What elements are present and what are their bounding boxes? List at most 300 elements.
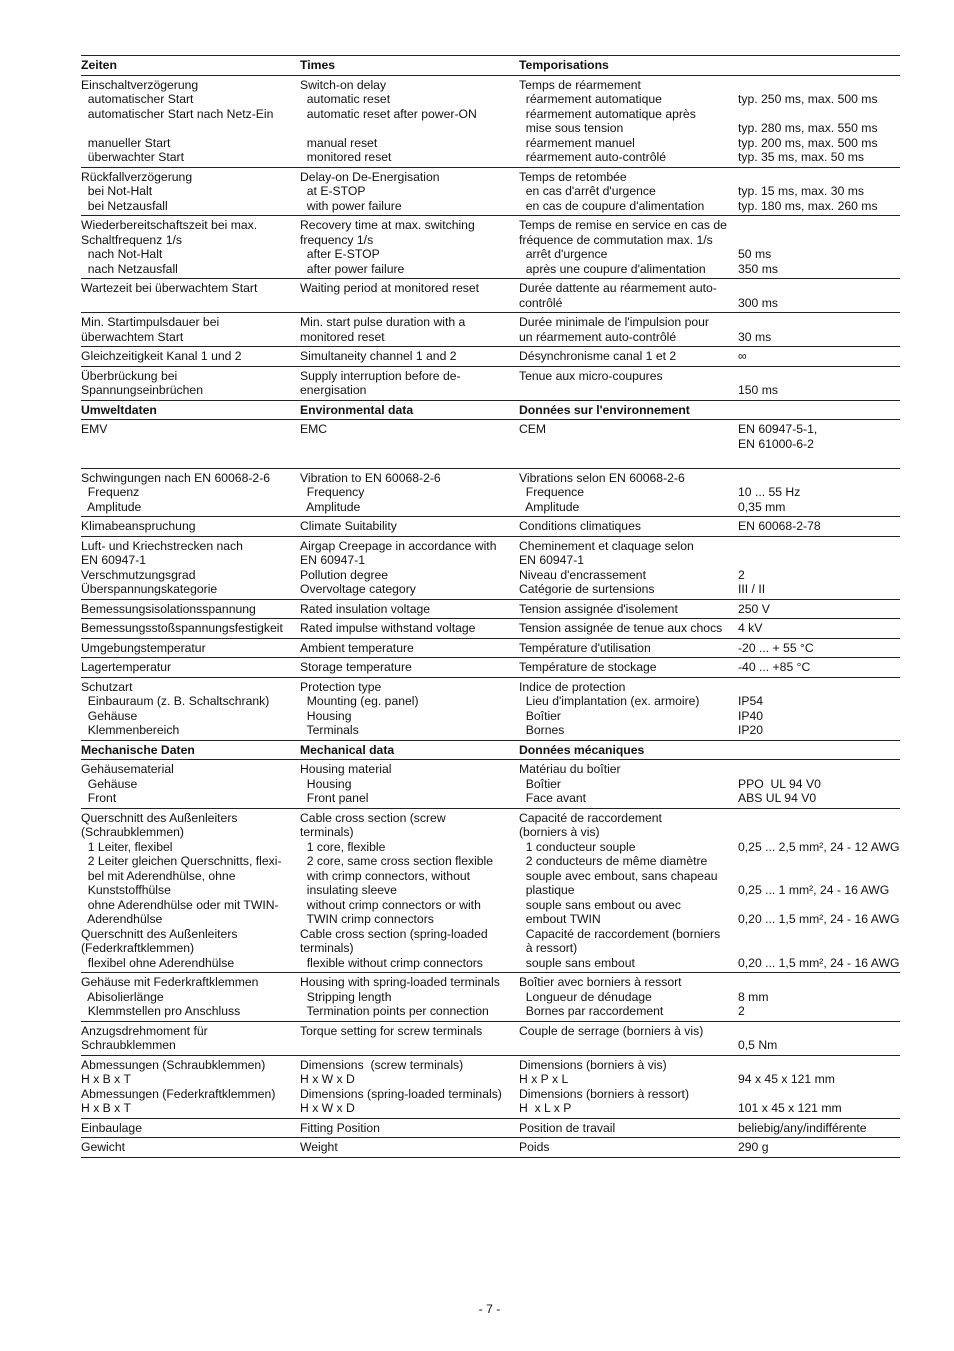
cell-line: mise sous tension bbox=[519, 121, 624, 135]
cell-french bbox=[519, 218, 738, 276]
cell-line: Abmessungen (Federkraftklemmen) bbox=[81, 1086, 276, 1101]
cell-line: en cas d'arrêt d'urgence bbox=[519, 184, 656, 198]
table-row bbox=[81, 658, 900, 678]
cell-line: Durée minimale de l'impulsion pour bbox=[519, 315, 709, 329]
cell-value bbox=[738, 762, 900, 806]
table-row bbox=[81, 639, 900, 659]
cell-value bbox=[738, 811, 900, 971]
cell-english bbox=[300, 281, 519, 310]
cell-line: 1 Leiter, flexibel bbox=[81, 839, 173, 854]
cell-line: Tension assignée de tenue aux chocs bbox=[519, 621, 723, 635]
cell-line: Lieu d'implantation (ex. armoire) bbox=[519, 694, 700, 708]
cell-english bbox=[300, 811, 519, 971]
cell-value bbox=[738, 975, 900, 1019]
cell-line: Matériau du boîtier bbox=[519, 762, 621, 776]
cell-line bbox=[300, 121, 519, 136]
cell-line: 350 ms bbox=[738, 261, 778, 276]
cell-value bbox=[738, 602, 900, 617]
cell-english bbox=[300, 218, 519, 276]
section-header-value bbox=[738, 58, 900, 73]
cell-line: EN 60947-1 bbox=[300, 553, 366, 567]
cell-line: 101 x 45 x 121 mm bbox=[738, 1101, 842, 1115]
cell-line: 4 kV bbox=[738, 621, 763, 635]
cell-line bbox=[738, 1024, 900, 1039]
cell-french bbox=[519, 680, 738, 738]
cell-line: Rated insulation voltage bbox=[300, 601, 431, 616]
cell-line: Wartezeit bei überwachtem Start bbox=[81, 281, 258, 295]
section-header-value bbox=[738, 743, 900, 758]
cell-line: at E-STOP bbox=[300, 184, 366, 198]
cell-line: 2 bbox=[738, 567, 745, 582]
cell-line: Querschnitt des Außenleiters bbox=[81, 926, 238, 941]
cell-french bbox=[519, 471, 738, 515]
cell-line: Rated impulse withstand voltage bbox=[300, 621, 476, 635]
cell-line bbox=[81, 451, 300, 466]
table-row bbox=[81, 760, 900, 809]
section-header-german bbox=[81, 58, 300, 73]
cell-german bbox=[81, 422, 300, 466]
cell-line bbox=[300, 1038, 519, 1053]
cell-line: Luft- und Kriechstrecken nach bbox=[81, 538, 243, 553]
cell-line: Dimensions (borniers à vis) bbox=[519, 1057, 667, 1072]
cell-line: Housing with spring-loaded terminals bbox=[300, 975, 500, 989]
cell-german bbox=[81, 660, 300, 675]
cell-line: Frequency bbox=[300, 485, 365, 499]
cell-line: Données sur l'environnement bbox=[519, 402, 690, 417]
cell-line: Capacité de raccordement (borniers bbox=[519, 926, 721, 941]
cell-german bbox=[81, 369, 300, 398]
table-row bbox=[81, 619, 900, 639]
cell-english bbox=[300, 369, 519, 398]
cell-line: Überspannungskategorie bbox=[81, 582, 218, 596]
cell-line: Torque setting for screw terminals bbox=[300, 1023, 483, 1038]
cell-line: Gehäusematerial bbox=[81, 762, 174, 776]
table-row bbox=[81, 279, 900, 313]
cell-line bbox=[738, 941, 900, 956]
cell-line: überwachter Start bbox=[81, 150, 184, 164]
cell-line: EN 60068-2-78 bbox=[738, 519, 821, 533]
cell-line bbox=[300, 437, 519, 452]
section-header-value bbox=[738, 403, 900, 418]
cell-line: Stripping length bbox=[300, 989, 392, 1004]
cell-line: Cable cross section (screw bbox=[300, 810, 446, 825]
cell-line: souple sans embout bbox=[519, 955, 635, 970]
cell-line: bel mit Aderendhülse, ohne bbox=[81, 868, 236, 883]
cell-line bbox=[738, 1087, 900, 1102]
cell-line: überwachtem Start bbox=[81, 329, 184, 344]
cell-line: Min. Startimpulsdauer bei bbox=[81, 315, 220, 329]
cell-line: Lagertemperatur bbox=[81, 660, 172, 674]
cell-line: 10 ... 55 Hz bbox=[738, 485, 801, 499]
cell-line: après une coupure d'alimentation bbox=[519, 261, 706, 276]
cell-line: Mechanische Daten bbox=[81, 742, 195, 757]
cell-line: Temps de remise en service en cas de bbox=[519, 218, 727, 232]
table-row bbox=[81, 537, 900, 600]
cell-line: H x W x D bbox=[300, 1101, 355, 1115]
cell-line: Gleichzeitigkeit Kanal 1 und 2 bbox=[81, 349, 242, 363]
section-header-german bbox=[81, 403, 300, 418]
cell-german bbox=[81, 281, 300, 310]
cell-value bbox=[738, 78, 900, 165]
cell-french bbox=[519, 602, 738, 617]
cell-value bbox=[738, 349, 900, 364]
cell-line: Switch-on delay bbox=[300, 77, 387, 92]
cell-line: 0,25 ... 1 mm², 24 - 16 AWG bbox=[738, 883, 890, 897]
cell-line: terminals) bbox=[300, 941, 354, 955]
cell-line: Temps de retombée bbox=[519, 169, 627, 184]
cell-line: Poids bbox=[519, 1140, 550, 1154]
cell-line: (Schraubklemmen) bbox=[81, 825, 184, 839]
cell-line: IP54 bbox=[738, 694, 764, 708]
cell-line: réarmement automatique après bbox=[519, 106, 696, 121]
cell-french bbox=[519, 660, 738, 675]
table-row bbox=[81, 216, 900, 279]
cell-line bbox=[738, 233, 900, 248]
table-row bbox=[81, 420, 900, 469]
cell-line: Klemmstellen pro Anschluss bbox=[81, 1004, 241, 1018]
cell-line: Mechanical data bbox=[300, 742, 395, 757]
cell-german bbox=[81, 539, 300, 597]
cell-german bbox=[81, 1121, 300, 1136]
cell-line: H x L x P bbox=[519, 1101, 572, 1115]
cell-french bbox=[519, 762, 738, 806]
cell-line: typ. 15 ms, max. 30 ms bbox=[738, 184, 864, 198]
cell-french bbox=[519, 519, 738, 534]
cell-french bbox=[519, 1058, 738, 1116]
cell-line: réarmement automatique bbox=[519, 92, 662, 106]
cell-line: Frequenz bbox=[81, 485, 140, 499]
cell-line: 0,5 Nm bbox=[738, 1038, 778, 1052]
section-header-french bbox=[519, 58, 738, 73]
cell-english bbox=[300, 641, 519, 656]
cell-line: Catégorie de surtensions bbox=[519, 582, 655, 596]
cell-line: 1 conducteur souple bbox=[519, 839, 636, 854]
cell-line: typ. 250 ms, max. 500 ms bbox=[738, 92, 878, 106]
cell-line: after power failure bbox=[300, 261, 405, 276]
cell-line: Umweltdaten bbox=[81, 402, 157, 417]
cell-line: Tenue aux micro-coupures bbox=[519, 368, 663, 383]
cell-english bbox=[300, 762, 519, 806]
cell-line: Fitting Position bbox=[300, 1120, 380, 1135]
cell-value bbox=[738, 170, 900, 214]
cell-line: 2 core, same cross section flexible bbox=[300, 854, 494, 868]
cell-line: automatic reset after power-ON bbox=[300, 106, 477, 121]
cell-line: Einbauraum (z. B. Schaltschrank) bbox=[81, 694, 270, 708]
cell-line: Durée dattente au réarmement auto- bbox=[519, 281, 717, 295]
cell-line: Abisolierlänge bbox=[81, 989, 164, 1004]
section-header-french bbox=[519, 403, 738, 418]
cell-line: typ. 280 ms, max. 550 ms bbox=[738, 121, 878, 135]
cell-line bbox=[738, 825, 900, 840]
cell-line bbox=[300, 451, 519, 466]
cell-line: automatischer Start bbox=[81, 92, 194, 106]
cell-line: embout TWIN bbox=[519, 912, 601, 926]
cell-german bbox=[81, 811, 300, 971]
cell-line: Schutzart bbox=[81, 679, 133, 694]
cell-line bbox=[738, 369, 900, 384]
cell-line: Klemmenbereich bbox=[81, 723, 180, 737]
cell-english bbox=[300, 422, 519, 466]
cell-line bbox=[738, 403, 900, 418]
cell-line bbox=[519, 451, 738, 466]
cell-line: Klimabeanspruchung bbox=[81, 519, 196, 533]
cell-line: ABS UL 94 V0 bbox=[738, 791, 817, 805]
cell-line: Housing bbox=[300, 708, 352, 723]
cell-line: souple avec embout, sans chapeau bbox=[519, 868, 718, 883]
cell-german bbox=[81, 602, 300, 617]
cell-english bbox=[300, 519, 519, 534]
cell-line: EN 60947-1 bbox=[81, 553, 147, 567]
cell-line: energisation bbox=[300, 383, 367, 397]
cell-line: EMV bbox=[81, 422, 108, 436]
cell-english bbox=[300, 349, 519, 364]
cell-english bbox=[300, 539, 519, 597]
table-row bbox=[81, 313, 900, 347]
cell-line bbox=[738, 281, 900, 296]
cell-line: fréquence de commutation max. 1/s bbox=[519, 232, 713, 247]
cell-line: Vibrations selon EN 60068-2-6 bbox=[519, 470, 685, 485]
cell-value bbox=[738, 218, 900, 276]
cell-french bbox=[519, 349, 738, 364]
cell-line: Airgap Creepage in accordance with bbox=[300, 538, 497, 553]
cell-line: un réarmement auto-contrôlé bbox=[519, 329, 677, 344]
cell-line: Waiting period at monitored reset bbox=[300, 281, 480, 295]
cell-line: with crimp connectors, without bbox=[300, 868, 471, 883]
cell-line: Recovery time at max. switching bbox=[300, 218, 475, 232]
cell-french bbox=[519, 641, 738, 656]
cell-line: Gehäuse bbox=[81, 708, 138, 723]
cell-line: Protection type bbox=[300, 679, 382, 694]
cell-line: H x P x L bbox=[519, 1072, 569, 1086]
cell-line: Schwingungen nach EN 60068-2-6 bbox=[81, 470, 271, 485]
cell-line: Abmessungen (Schraubklemmen) bbox=[81, 1057, 266, 1072]
cell-line bbox=[738, 898, 900, 913]
cell-line: 0,20 ... 1,5 mm², 24 - 16 AWG bbox=[738, 912, 900, 926]
cell-line: Einschaltverzögerung bbox=[81, 77, 199, 92]
cell-line: Zeiten bbox=[81, 58, 117, 72]
cell-line: EMC bbox=[300, 422, 328, 436]
cell-line: en cas de coupure d'alimentation bbox=[519, 198, 705, 213]
cell-english bbox=[300, 78, 519, 165]
cell-line: bei Not-Halt bbox=[81, 184, 153, 198]
page-number: - 7 - bbox=[478, 1302, 501, 1316]
cell-line: Couple de serrage (borniers à vis) bbox=[519, 1023, 704, 1038]
cell-english bbox=[300, 170, 519, 214]
table-row bbox=[81, 1056, 900, 1119]
cell-line bbox=[81, 121, 300, 136]
cell-value bbox=[738, 680, 900, 738]
cell-line: without crimp connectors or with bbox=[300, 897, 481, 912]
cell-line: typ. 200 ms, max. 500 ms bbox=[738, 135, 878, 150]
cell-line: Position de travail bbox=[519, 1120, 616, 1135]
cell-line: automatischer Start nach Netz-Ein bbox=[81, 106, 274, 121]
cell-english bbox=[300, 1121, 519, 1136]
cell-line: Ambient temperature bbox=[300, 640, 414, 655]
cell-line: Schraubklemmen bbox=[81, 1038, 176, 1052]
cell-line bbox=[738, 170, 900, 185]
cell-french bbox=[519, 811, 738, 971]
cell-line: Schaltfrequenz 1/s bbox=[81, 232, 182, 247]
cell-line: Front bbox=[81, 791, 117, 805]
cell-line: 2 Leiter gleichen Querschnitts, flexi- bbox=[81, 854, 282, 868]
cell-line: 290 g bbox=[738, 1140, 769, 1154]
cell-value bbox=[738, 1024, 900, 1053]
cell-line: Front panel bbox=[300, 791, 369, 805]
cell-line: Temporisations bbox=[519, 58, 609, 72]
cell-line: Gewicht bbox=[81, 1140, 126, 1154]
cell-line: Désynchronisme canal 1 et 2 bbox=[519, 349, 677, 363]
cell-line: 8 mm bbox=[738, 989, 769, 1004]
cell-value bbox=[738, 519, 900, 534]
table-row bbox=[81, 678, 900, 741]
cell-line: Delay-on De-Energisation bbox=[300, 169, 440, 184]
section-header-english bbox=[300, 58, 519, 73]
cell-line: Overvoltage category bbox=[300, 582, 416, 596]
cell-line: ohne Aderendhülse oder mit TWIN- bbox=[81, 897, 279, 912]
cell-line: 150 ms bbox=[738, 383, 778, 397]
cell-line: Pollution degree bbox=[300, 567, 389, 582]
cell-line bbox=[738, 975, 900, 990]
table-row bbox=[81, 347, 900, 367]
cell-french bbox=[519, 422, 738, 466]
table-row bbox=[81, 1138, 900, 1158]
cell-line: EN 60947-1 bbox=[519, 553, 585, 567]
cell-german bbox=[81, 1058, 300, 1116]
cell-english bbox=[300, 315, 519, 344]
table-row bbox=[81, 600, 900, 620]
cell-line: Tension assignée d'isolement bbox=[519, 601, 678, 616]
cell-line bbox=[738, 927, 900, 942]
cell-value bbox=[738, 471, 900, 515]
cell-line bbox=[738, 811, 900, 826]
cell-line: Cable cross section (spring-loaded bbox=[300, 926, 488, 941]
cell-line: IP20 bbox=[738, 723, 764, 737]
cell-line: Weight bbox=[300, 1140, 338, 1154]
cell-line: flexibel ohne Aderendhülse bbox=[81, 955, 235, 970]
cell-german bbox=[81, 621, 300, 636]
cell-line bbox=[738, 539, 900, 554]
table-row bbox=[81, 517, 900, 537]
cell-line: arrêt d'urgence bbox=[519, 247, 608, 261]
cell-line: Frequence bbox=[519, 485, 585, 499]
cell-german bbox=[81, 170, 300, 214]
cell-value bbox=[738, 621, 900, 636]
cell-line: 2 conducteurs de même diamètre bbox=[519, 854, 708, 868]
section-header-english bbox=[300, 403, 519, 418]
cell-line: Température de stockage bbox=[519, 660, 657, 674]
cell-line: contrôlé bbox=[519, 295, 563, 310]
cell-line: plastique bbox=[519, 883, 575, 897]
cell-value bbox=[738, 1058, 900, 1116]
cell-line: Cheminement et claquage selon bbox=[519, 538, 694, 553]
cell-line: Kunststoffhülse bbox=[81, 883, 171, 897]
cell-line: Termination points per connection bbox=[300, 1004, 489, 1018]
cell-english bbox=[300, 1140, 519, 1155]
cell-line bbox=[81, 296, 300, 311]
cell-german bbox=[81, 349, 300, 364]
cell-line: Spannungseinbrüchen bbox=[81, 383, 203, 397]
cell-line: typ. 35 ms, max. 50 ms bbox=[738, 150, 864, 164]
cell-line: Face avant bbox=[519, 791, 587, 805]
cell-line: Indice de protection bbox=[519, 679, 626, 694]
cell-line: 94 x 45 x 121 mm bbox=[738, 1072, 835, 1086]
cell-line: Amplitude bbox=[81, 499, 142, 514]
cell-line: Housing bbox=[300, 776, 352, 791]
cell-line: nach Netzausfall bbox=[81, 261, 178, 276]
cell-line: Gehäuse mit Federkraftklemmen bbox=[81, 975, 259, 989]
cell-line: Housing material bbox=[300, 762, 392, 776]
cell-line bbox=[738, 553, 900, 568]
cell-line: Verschmutzungsgrad bbox=[81, 567, 196, 582]
table-row bbox=[81, 76, 900, 168]
cell-line bbox=[738, 471, 900, 486]
cell-line: Dimensions (spring-loaded terminals) bbox=[300, 1086, 502, 1101]
cell-line: Bornes par raccordement bbox=[519, 1004, 664, 1018]
cell-line: Einbaulage bbox=[81, 1120, 142, 1135]
section-header-row bbox=[81, 401, 900, 421]
cell-line: Bornes bbox=[519, 723, 565, 737]
cell-line: terminals) bbox=[300, 825, 354, 839]
cell-english bbox=[300, 680, 519, 738]
cell-line: réarmement manuel bbox=[519, 135, 635, 150]
cell-value bbox=[738, 315, 900, 344]
cell-line: Environmental data bbox=[300, 402, 414, 417]
cell-french bbox=[519, 315, 738, 344]
cell-line bbox=[738, 218, 900, 233]
cell-french bbox=[519, 369, 738, 398]
cell-line: Longueur de dénudage bbox=[519, 989, 652, 1004]
cell-line bbox=[519, 383, 738, 398]
cell-line: Climate Suitability bbox=[300, 519, 397, 533]
cell-line: Anzugsdrehmoment für bbox=[81, 1023, 208, 1038]
cell-value bbox=[738, 281, 900, 310]
cell-line: Niveau d'encrassement bbox=[519, 567, 646, 582]
cell-value bbox=[738, 660, 900, 675]
cell-line: manual reset bbox=[300, 135, 378, 150]
cell-line bbox=[738, 762, 900, 777]
cell-french bbox=[519, 78, 738, 165]
cell-line: monitored reset bbox=[300, 150, 392, 164]
cell-french bbox=[519, 170, 738, 214]
cell-line: Aderendhülse bbox=[81, 912, 163, 926]
cell-line: Boîtier avec borniers à ressort bbox=[519, 975, 682, 989]
cell-line: à ressort) bbox=[519, 941, 578, 955]
cell-line bbox=[738, 451, 900, 466]
cell-line: Wiederbereitschaftszeit bei max. bbox=[81, 218, 258, 232]
cell-line bbox=[519, 1038, 738, 1053]
cell-line: (borniers à vis) bbox=[519, 825, 600, 839]
cell-value bbox=[738, 1140, 900, 1155]
cell-french bbox=[519, 1121, 738, 1136]
section-header-row bbox=[81, 741, 900, 761]
cell-value bbox=[738, 369, 900, 398]
cell-line: typ. 180 ms, max. 260 ms bbox=[738, 198, 878, 213]
cell-line: manueller Start bbox=[81, 135, 171, 150]
cell-line: Querschnitt des Außenleiters bbox=[81, 810, 238, 825]
cell-line: PPO UL 94 V0 bbox=[738, 776, 821, 791]
cell-line bbox=[738, 743, 900, 758]
cell-german bbox=[81, 519, 300, 534]
cell-line: Supply interruption before de- bbox=[300, 368, 461, 383]
cell-line bbox=[519, 437, 738, 452]
section-header-row bbox=[81, 56, 900, 76]
cell-line: Rückfallverzögerung bbox=[81, 169, 193, 184]
cell-german bbox=[81, 78, 300, 165]
cell-line: CEM bbox=[519, 422, 547, 436]
cell-line: Gehäuse bbox=[81, 776, 138, 791]
cell-line bbox=[738, 869, 900, 884]
table-row bbox=[81, 469, 900, 518]
